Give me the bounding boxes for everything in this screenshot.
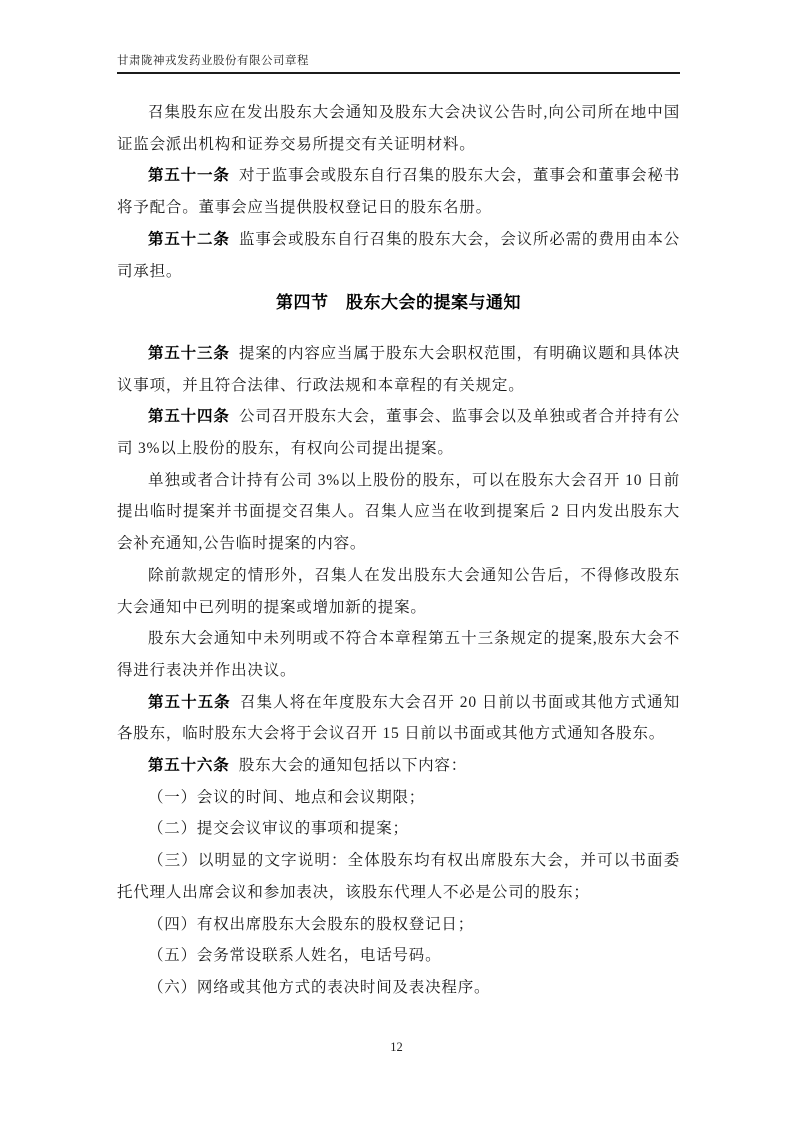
article-number: 第五十四条 [148,408,230,426]
paragraph-article-54 [117,401,680,464]
article-text: 提案的内容应当属于股东大会职权范围，有明确议题和具体决议事项，并且符合法律、行政法规和本章程的有关规定。 [117,344,680,394]
list-item: （六）网络或其他方式的表决时间及表决程序。 [148,978,491,996]
paragraph-article-51 [117,160,680,223]
list-item: （一）会议的时间、地点和会议期限； [148,788,426,806]
article-text: 股东大会的通知包括以下内容： [238,757,468,775]
article-text: 公司召开股东大会，董事会、监事会以及单独或者合并持有公司 3%以上股份的股东，有权向公司提出提案。 [117,408,680,458]
article-number: 第五十一条 [148,167,230,185]
list-item: （四）有权出席股东大会股东的股权登记日； [148,915,475,933]
paragraph-article-56 [117,750,680,782]
article-text: 召集人将在年度股东大会召开 20 日前以书面或其他方式通知各股东，临时股东大会将于会议召开 15 日前以书面或其他方式通知各股东。 [117,693,680,743]
paragraph: 单独或者合计持有公司 3%以上股份的股东，可以在股东大会召开 10 日前提出临时提案并书面提交召集人。召集人应当在收到提案后 2 日内发出股东大会补充通知,公告临时提案的内容。 [117,471,680,553]
paragraph: 召集股东应在发出股东大会通知及股东大会决议公告时,向公司所在地中国证监会派出机构和证券交易所提交有关证明材料。 [117,104,680,153]
page-header [117,52,680,74]
paragraph: 除前款规定的情形外，召集人在发出股东大会通知公告后，不得修改股东大会通知中已列明的提案或增加新的提案。 [117,566,680,616]
paragraph: 股东大会通知中未列明或不符合本章程第五十三条规定的提案,股东大会不得进行表决并作出决议。 [117,630,680,679]
article-number: 第五十五条 [148,693,231,711]
list-item: （二）提交会议审议的事项和提案； [148,820,409,838]
paragraph-article-52 [117,224,680,287]
article-number: 第五十二条 [148,230,230,248]
paragraph-article-55 [117,687,680,750]
page-footer [0,1040,793,1055]
article-text: 监事会或股东自行召集的股东大会，会议所必需的费用由本公司承担。 [117,230,680,280]
document-body [117,97,680,1004]
header-title: 甘肃陇神戎发药业股份有限公司章程 [117,55,309,67]
list-item: （三）以明显的文字说明：全体股东均有权出席股东大会，并可以书面委托代理人出席会议和参加表决，该股东代理人不必是公司的股东； [117,852,680,901]
paragraph-article-53 [117,338,680,401]
article-text: 对于监事会或股东自行召集的股东大会，董事会和董事会秘书将予配合。董事会应当提供股权登记日的股东名册。 [117,167,680,217]
list-item: （五）会务常设联系人姓名，电话号码。 [148,947,442,965]
article-number: 第五十三条 [148,344,230,362]
section-heading: 第四节 股东大会的提案与通知 [276,293,521,313]
article-number: 第五十六条 [148,757,230,775]
page-number: 12 [390,1040,403,1054]
